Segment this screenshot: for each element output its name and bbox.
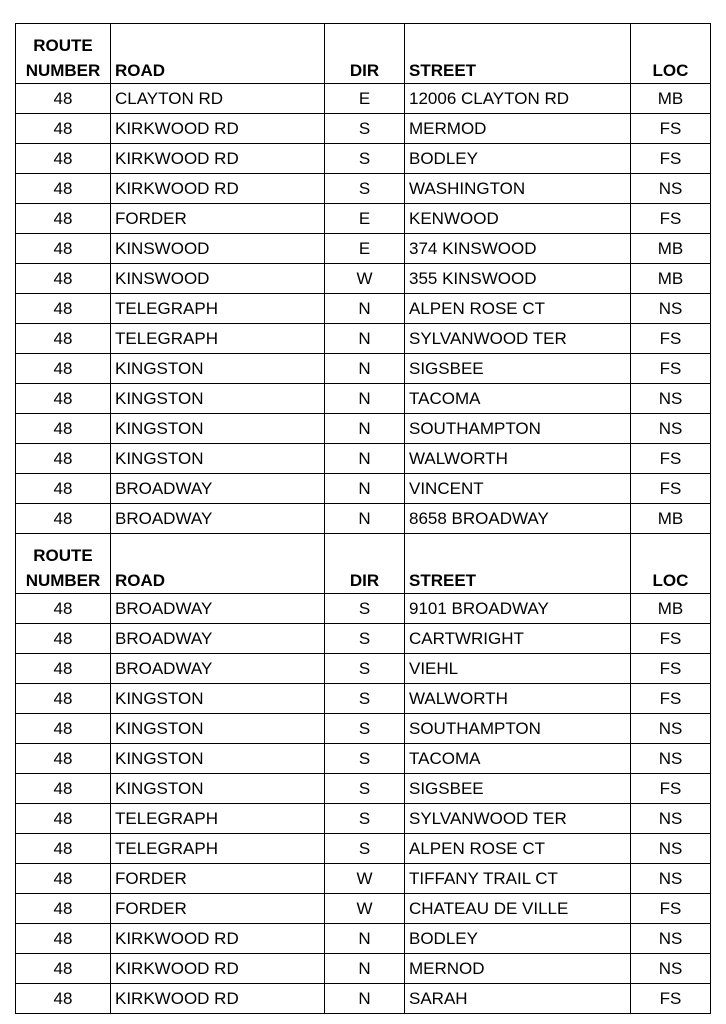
cell-street: SARAH bbox=[405, 984, 631, 1014]
cell-route-number: 48 bbox=[16, 804, 111, 834]
cell-location: FS bbox=[631, 774, 711, 804]
cell-road: BROADWAY bbox=[111, 474, 325, 504]
header-street: STREET bbox=[405, 54, 631, 84]
header-road-spacer bbox=[111, 534, 325, 564]
header-loc-spacer bbox=[631, 24, 711, 54]
cell-road: KIRKWOOD RD bbox=[111, 924, 325, 954]
cell-location: NS bbox=[631, 834, 711, 864]
cell-location: FS bbox=[631, 894, 711, 924]
cell-direction: N bbox=[325, 984, 405, 1014]
cell-street: WASHINGTON bbox=[405, 174, 631, 204]
cell-location: FS bbox=[631, 354, 711, 384]
cell-street: WALWORTH bbox=[405, 684, 631, 714]
table-row bbox=[16, 504, 711, 534]
cell-street: SYLVANWOOD TER bbox=[405, 804, 631, 834]
header-road: ROAD bbox=[111, 54, 325, 84]
table-row bbox=[16, 744, 711, 774]
cell-location: FS bbox=[631, 444, 711, 474]
cell-road: KIRKWOOD RD bbox=[111, 984, 325, 1014]
cell-location: NS bbox=[631, 864, 711, 894]
cell-location: NS bbox=[631, 804, 711, 834]
table-row bbox=[16, 774, 711, 804]
cell-location: NS bbox=[631, 384, 711, 414]
cell-direction: S bbox=[325, 774, 405, 804]
table-row bbox=[16, 324, 711, 354]
cell-street: VIEHL bbox=[405, 654, 631, 684]
cell-direction: N bbox=[325, 474, 405, 504]
cell-road: BROADWAY bbox=[111, 654, 325, 684]
cell-direction: S bbox=[325, 804, 405, 834]
cell-direction: E bbox=[325, 84, 405, 114]
cell-route-number: 48 bbox=[16, 234, 111, 264]
table-row bbox=[16, 984, 711, 1014]
table-row bbox=[16, 144, 711, 174]
cell-route-number: 48 bbox=[16, 834, 111, 864]
cell-direction: N bbox=[325, 504, 405, 534]
cell-street: TACOMA bbox=[405, 744, 631, 774]
table-row bbox=[16, 174, 711, 204]
cell-street: 374 KINSWOOD bbox=[405, 234, 631, 264]
cell-road: TELEGRAPH bbox=[111, 294, 325, 324]
table-row bbox=[16, 384, 711, 414]
cell-route-number: 48 bbox=[16, 684, 111, 714]
table-row bbox=[16, 894, 711, 924]
cell-location: NS bbox=[631, 174, 711, 204]
cell-route-number: 48 bbox=[16, 204, 111, 234]
header-dir-spacer bbox=[325, 534, 405, 564]
header-street-spacer bbox=[405, 24, 631, 54]
cell-route-number: 48 bbox=[16, 114, 111, 144]
cell-location: NS bbox=[631, 744, 711, 774]
cell-route-number: 48 bbox=[16, 744, 111, 774]
header-row-top bbox=[16, 534, 711, 564]
cell-direction: S bbox=[325, 174, 405, 204]
cell-direction: E bbox=[325, 234, 405, 264]
cell-street: 9101 BROADWAY bbox=[405, 594, 631, 624]
cell-location: FS bbox=[631, 114, 711, 144]
table-row bbox=[16, 204, 711, 234]
cell-street: BODLEY bbox=[405, 144, 631, 174]
cell-road: FORDER bbox=[111, 864, 325, 894]
table-body bbox=[16, 24, 711, 1014]
cell-road: TELEGRAPH bbox=[111, 804, 325, 834]
cell-location: NS bbox=[631, 924, 711, 954]
header-route-label: ROUTE bbox=[16, 24, 111, 54]
cell-road: FORDER bbox=[111, 894, 325, 924]
cell-road: KINGSTON bbox=[111, 774, 325, 804]
cell-route-number: 48 bbox=[16, 264, 111, 294]
cell-location: NS bbox=[631, 954, 711, 984]
header-row bbox=[16, 564, 711, 594]
cell-road: BROADWAY bbox=[111, 594, 325, 624]
cell-location: MB bbox=[631, 594, 711, 624]
header-row bbox=[16, 54, 711, 84]
header-loc-spacer bbox=[631, 534, 711, 564]
cell-location: FS bbox=[631, 624, 711, 654]
table-row bbox=[16, 354, 711, 384]
cell-direction: S bbox=[325, 594, 405, 624]
header-loc: LOC bbox=[631, 564, 711, 594]
cell-direction: E bbox=[325, 204, 405, 234]
cell-direction: N bbox=[325, 924, 405, 954]
table-row bbox=[16, 234, 711, 264]
cell-street: CARTWRIGHT bbox=[405, 624, 631, 654]
cell-road: KINGSTON bbox=[111, 414, 325, 444]
cell-location: NS bbox=[631, 294, 711, 324]
cell-road: KINGSTON bbox=[111, 354, 325, 384]
cell-route-number: 48 bbox=[16, 954, 111, 984]
cell-road: KINGSTON bbox=[111, 444, 325, 474]
cell-direction: S bbox=[325, 684, 405, 714]
cell-street: 12006 CLAYTON RD bbox=[405, 84, 631, 114]
header-street-spacer bbox=[405, 534, 631, 564]
cell-street: CHATEAU DE VILLE bbox=[405, 894, 631, 924]
cell-road: KINGSTON bbox=[111, 384, 325, 414]
cell-location: FS bbox=[631, 204, 711, 234]
cell-route-number: 48 bbox=[16, 144, 111, 174]
cell-street: MERNOD bbox=[405, 954, 631, 984]
header-loc: LOC bbox=[631, 54, 711, 84]
cell-route-number: 48 bbox=[16, 414, 111, 444]
cell-street: SIGSBEE bbox=[405, 774, 631, 804]
table-row bbox=[16, 924, 711, 954]
cell-route-number: 48 bbox=[16, 654, 111, 684]
cell-road: TELEGRAPH bbox=[111, 324, 325, 354]
table-row bbox=[16, 654, 711, 684]
cell-location: MB bbox=[631, 264, 711, 294]
table-row bbox=[16, 864, 711, 894]
cell-route-number: 48 bbox=[16, 504, 111, 534]
cell-street: 355 KINSWOOD bbox=[405, 264, 631, 294]
header-row-top bbox=[16, 24, 711, 54]
cell-route-number: 48 bbox=[16, 294, 111, 324]
cell-direction: N bbox=[325, 294, 405, 324]
cell-street: ALPEN ROSE CT bbox=[405, 834, 631, 864]
header-dir: DIR bbox=[325, 54, 405, 84]
cell-street: SOUTHAMPTON bbox=[405, 414, 631, 444]
header-dir: DIR bbox=[325, 564, 405, 594]
cell-road: BROADWAY bbox=[111, 624, 325, 654]
header-number-label: NUMBER bbox=[16, 54, 111, 84]
cell-location: NS bbox=[631, 714, 711, 744]
cell-route-number: 48 bbox=[16, 474, 111, 504]
cell-road: KINGSTON bbox=[111, 744, 325, 774]
cell-location: MB bbox=[631, 84, 711, 114]
cell-location: FS bbox=[631, 144, 711, 174]
cell-direction: N bbox=[325, 354, 405, 384]
cell-street: VINCENT bbox=[405, 474, 631, 504]
table-row bbox=[16, 954, 711, 984]
cell-road: KINSWOOD bbox=[111, 264, 325, 294]
cell-location: MB bbox=[631, 234, 711, 264]
cell-direction: S bbox=[325, 144, 405, 174]
cell-road: KIRKWOOD RD bbox=[111, 954, 325, 984]
cell-direction: S bbox=[325, 624, 405, 654]
cell-direction: S bbox=[325, 654, 405, 684]
table-row bbox=[16, 834, 711, 864]
cell-street: SYLVANWOOD TER bbox=[405, 324, 631, 354]
header-number-label: NUMBER bbox=[16, 564, 111, 594]
cell-route-number: 48 bbox=[16, 354, 111, 384]
table-row bbox=[16, 804, 711, 834]
cell-route-number: 48 bbox=[16, 924, 111, 954]
cell-route-number: 48 bbox=[16, 984, 111, 1014]
cell-road: CLAYTON RD bbox=[111, 84, 325, 114]
cell-route-number: 48 bbox=[16, 624, 111, 654]
header-road: ROAD bbox=[111, 564, 325, 594]
header-route-label: ROUTE bbox=[16, 534, 111, 564]
cell-street: SOUTHAMPTON bbox=[405, 714, 631, 744]
table-row bbox=[16, 714, 711, 744]
bus-stops-table bbox=[15, 23, 711, 1014]
cell-street: MERMOD bbox=[405, 114, 631, 144]
cell-direction: S bbox=[325, 114, 405, 144]
cell-street: 8658 BROADWAY bbox=[405, 504, 631, 534]
cell-route-number: 48 bbox=[16, 384, 111, 414]
table-row bbox=[16, 264, 711, 294]
cell-location: FS bbox=[631, 984, 711, 1014]
table-row bbox=[16, 294, 711, 324]
cell-direction: N bbox=[325, 414, 405, 444]
cell-location: FS bbox=[631, 324, 711, 354]
table-row bbox=[16, 414, 711, 444]
cell-street: SIGSBEE bbox=[405, 354, 631, 384]
cell-route-number: 48 bbox=[16, 864, 111, 894]
cell-road: FORDER bbox=[111, 204, 325, 234]
table-row bbox=[16, 624, 711, 654]
cell-street: KENWOOD bbox=[405, 204, 631, 234]
cell-road: TELEGRAPH bbox=[111, 834, 325, 864]
table-row bbox=[16, 114, 711, 144]
cell-direction: S bbox=[325, 834, 405, 864]
cell-street: TACOMA bbox=[405, 384, 631, 414]
cell-route-number: 48 bbox=[16, 594, 111, 624]
cell-direction: N bbox=[325, 444, 405, 474]
table-row bbox=[16, 594, 711, 624]
cell-street: TIFFANY TRAIL CT bbox=[405, 864, 631, 894]
cell-route-number: 48 bbox=[16, 714, 111, 744]
cell-road: KINGSTON bbox=[111, 684, 325, 714]
table-row bbox=[16, 474, 711, 504]
cell-route-number: 48 bbox=[16, 894, 111, 924]
cell-direction: N bbox=[325, 324, 405, 354]
table-row bbox=[16, 84, 711, 114]
header-dir-spacer bbox=[325, 24, 405, 54]
cell-street: WALWORTH bbox=[405, 444, 631, 474]
cell-direction: W bbox=[325, 864, 405, 894]
cell-location: FS bbox=[631, 684, 711, 714]
header-street: STREET bbox=[405, 564, 631, 594]
cell-street: ALPEN ROSE CT bbox=[405, 294, 631, 324]
cell-road: BROADWAY bbox=[111, 504, 325, 534]
table-row bbox=[16, 684, 711, 714]
cell-location: FS bbox=[631, 654, 711, 684]
cell-route-number: 48 bbox=[16, 444, 111, 474]
cell-direction: S bbox=[325, 714, 405, 744]
cell-direction: S bbox=[325, 744, 405, 774]
cell-route-number: 48 bbox=[16, 774, 111, 804]
cell-route-number: 48 bbox=[16, 174, 111, 204]
cell-road: KINGSTON bbox=[111, 714, 325, 744]
cell-location: NS bbox=[631, 414, 711, 444]
cell-road: KINSWOOD bbox=[111, 234, 325, 264]
cell-direction: W bbox=[325, 264, 405, 294]
cell-location: MB bbox=[631, 504, 711, 534]
cell-road: KIRKWOOD RD bbox=[111, 174, 325, 204]
cell-route-number: 48 bbox=[16, 84, 111, 114]
table-row bbox=[16, 444, 711, 474]
cell-direction: N bbox=[325, 384, 405, 414]
cell-road: KIRKWOOD RD bbox=[111, 144, 325, 174]
cell-street: BODLEY bbox=[405, 924, 631, 954]
cell-direction: W bbox=[325, 894, 405, 924]
cell-direction: N bbox=[325, 954, 405, 984]
cell-road: KIRKWOOD RD bbox=[111, 114, 325, 144]
header-road-spacer bbox=[111, 24, 325, 54]
cell-route-number: 48 bbox=[16, 324, 111, 354]
cell-location: FS bbox=[631, 474, 711, 504]
